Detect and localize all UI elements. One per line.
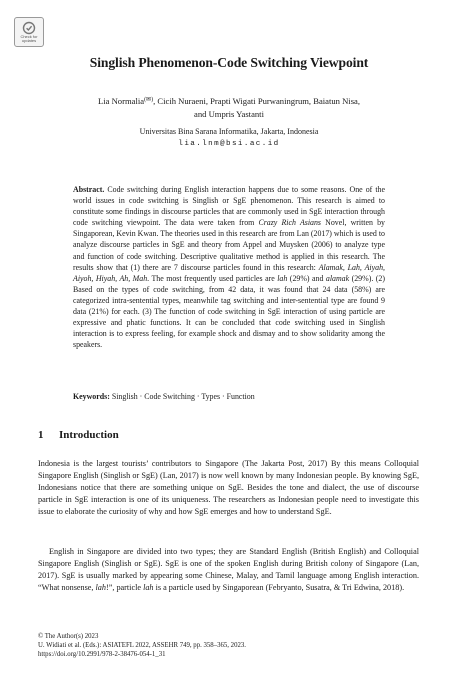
abstract-novel-title: Crazy Rich Asians bbox=[258, 218, 321, 228]
corresponding-author: Lia Normalia bbox=[98, 96, 145, 106]
corresponding-mark: (✉) bbox=[144, 97, 154, 103]
abstract bbox=[73, 184, 385, 350]
copyright: © The Author(s) 2023 bbox=[38, 633, 99, 640]
intro-p2-lah-2: lah bbox=[143, 582, 154, 592]
intro-paragraph-2 bbox=[38, 546, 419, 594]
section-heading bbox=[38, 429, 119, 441]
intro-p2-text-3: is a particle used by Singaporean (Febryanto, Susatra, & Tri Edwina, 2018). bbox=[153, 582, 405, 592]
citation: U. Widiati et al. (Eds.): ASIATEFL 2022, ASSEHR 749, pp. 358–365, 2023. bbox=[38, 642, 246, 649]
check-for-updates-badge[interactable] bbox=[14, 17, 44, 47]
affiliation: Universitas Bina Sarana Informatika, Jakarta, Indonesia bbox=[139, 127, 319, 136]
abstract-particle-list: Alamak, Lah, Aiyah, Aiyoh, Hiyah, Ah, Mah bbox=[73, 262, 385, 283]
abstract-particle-lah: lah bbox=[277, 273, 288, 283]
author-line-1 bbox=[40, 94, 418, 108]
abstract-particle-alamak: alamak bbox=[325, 273, 350, 283]
author-line-2: and Umpris Yastanti bbox=[194, 108, 264, 119]
abstract-text-4: (29%) and bbox=[287, 273, 326, 283]
intro-p2-lah-1: lah bbox=[95, 582, 106, 592]
author-email[interactable]: lia.lnm@bsi.ac.id bbox=[178, 140, 280, 148]
keywords-list: Singlish · Code Switching · Types · Function bbox=[111, 392, 255, 401]
doi-link[interactable]: https://doi.org/10.2991/978-2-38476-054-1_31 bbox=[38, 651, 166, 658]
abstract-label: Abstract. bbox=[73, 185, 105, 194]
author-list bbox=[40, 94, 418, 120]
abstract-text-2: Novel, written by Singaporean, Kevin Kwan. The theories used in this research are from Lan (2017) which is used to analyze discourse particles in SgE and theory from Appel and Muysken (2006) to analyze type and function of code switching. Descriptive qualitative method is applied in this research. The results show that (1) there are 7 discourse particles found in this research: bbox=[73, 218, 385, 272]
badge-label-line2: updates bbox=[21, 38, 37, 44]
keywords bbox=[73, 391, 385, 402]
section-number: 1 bbox=[38, 429, 44, 441]
abstract-text-1: Code switching during English interaction happens due to some reasons. One of the world issues in code switching is Singlish or SgE phenomenon. This research is aimed to constitute some findings in discourse particles that are commonly used in SgE interaction through code switching viewpoint. The data were taken from bbox=[73, 185, 385, 228]
keywords-label: Keywords: bbox=[73, 392, 110, 401]
abstract-text-3: . The most frequently used particles are bbox=[147, 273, 278, 283]
intro-p2-text-2: !”, particle bbox=[106, 582, 144, 592]
affiliation-block bbox=[40, 126, 418, 150]
badge-label-line1: Check for bbox=[20, 34, 38, 39]
abstract-text-5: (29%). (2) Based on the types of code switching, from 42 data, it was found that 24 data (58%) are categorized intra-sentential types, meanwhile tag switching and inter-sentential type are found 9 data (21%) for each. (3) The function of code switching in SgE interaction of using particle are expressive and phatic functions. It can be concluded that code switching used in Singlish interaction is to express feeling, for example shock and dismay and to show solidarity among the speakers. bbox=[73, 273, 385, 350]
paper-title: Singlish Phenomenon-Code Switching Viewpoint bbox=[89, 55, 369, 70]
co-authors: , Cicih Nuraeni, Prapti Wigati Purwaningrum, Baiatun Nisa, bbox=[153, 96, 360, 106]
intro-paragraph-1: Indonesia is the largest tourists’ contributors to Singapore (The Jakarta Post, 2017) By this means Colloquial Singapore English (Singlish or SgE) (Lan, 2017) is now well known by many Indonesian people. By knowing SgE, Indonesians notice that there are something unique on SgE. Besides the tone and dialect, the use of discourse particle in SgE interaction is one of its uniqueness. The researchers as Indonesian people need to investigate this issue to elaborate the curiosity of why and how SgE emerges and how to understand SgE. bbox=[38, 459, 419, 516]
section-title: Introduction bbox=[59, 429, 119, 441]
check-updates-icon bbox=[22, 21, 36, 35]
footer bbox=[38, 632, 419, 659]
intro-p2-text-1: English in Singapore are divided into two types; they are Standard English (British English) and Colloquial Singapore English (Singlish or SgE). SgE is one of the spoken English during British colony of Singapore (Lan, 2017). SgE is usually marked by appearing some Chinese, Malay, and Tamil language among English interaction. “What nonsense, bbox=[38, 547, 419, 592]
